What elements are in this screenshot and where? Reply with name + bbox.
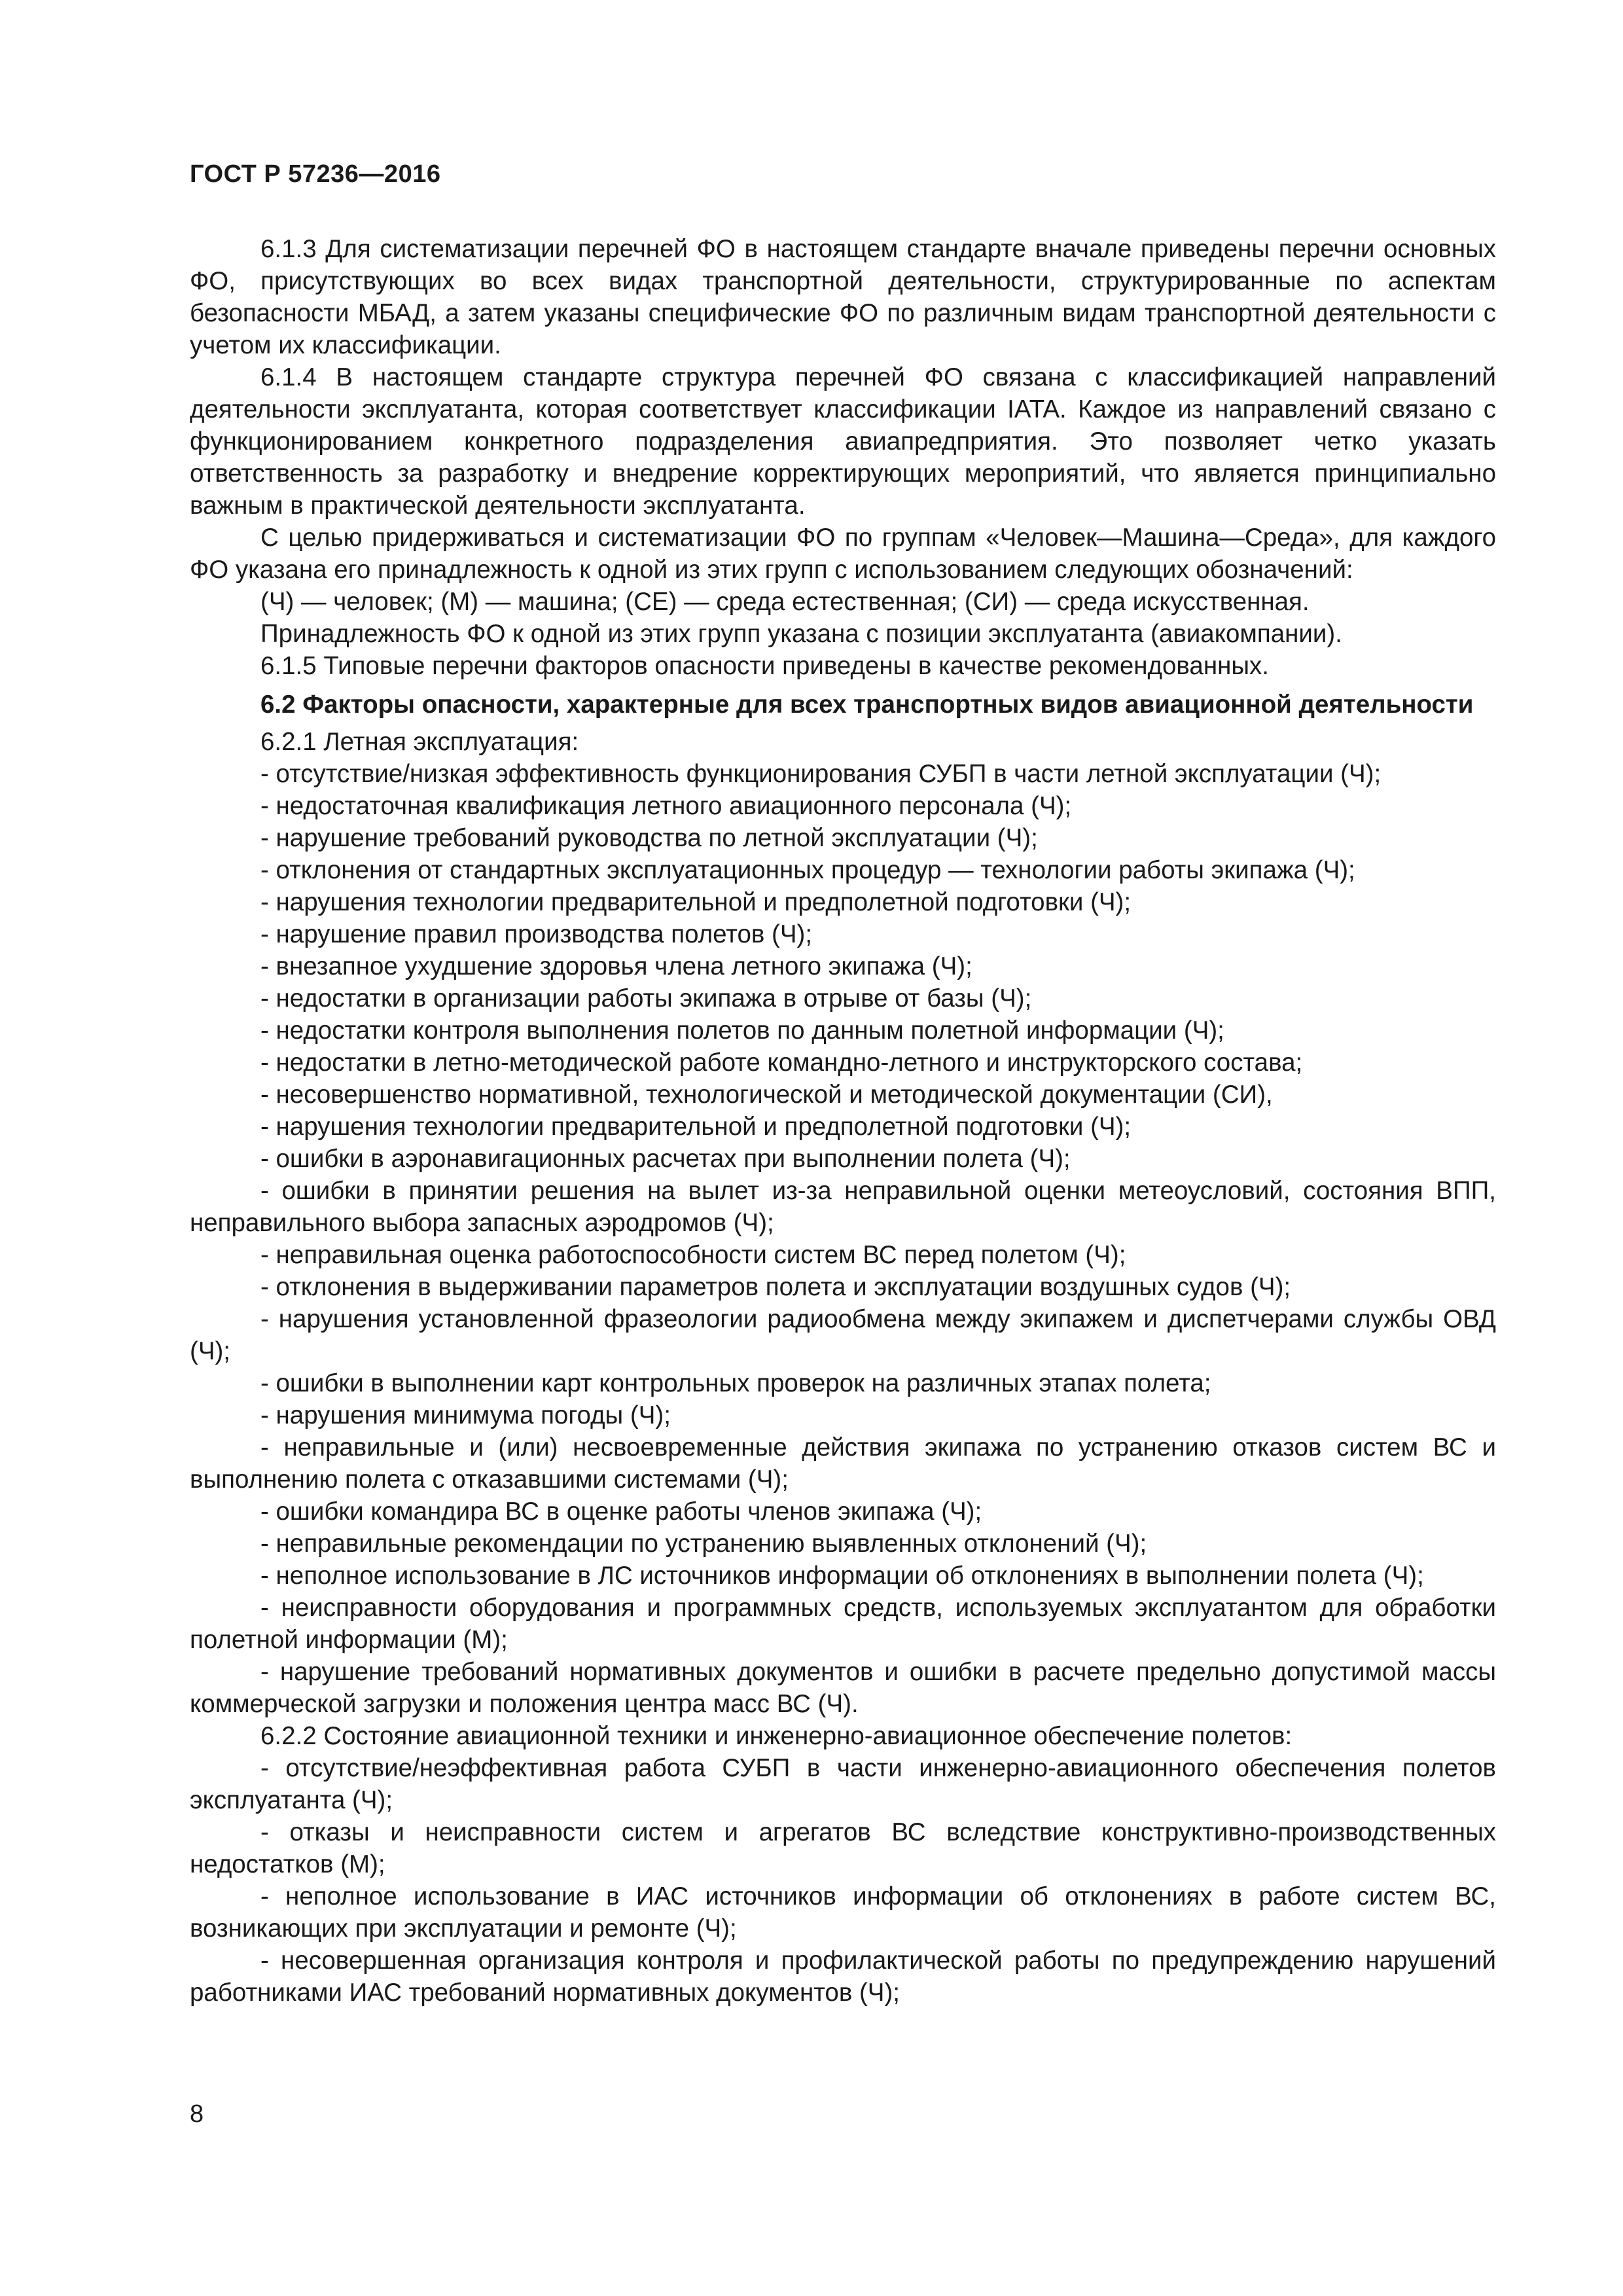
list-item: - нарушения технологии предварительной и предполетной подготовки (Ч); xyxy=(260,1113,1132,1141)
list-item: - недостатки контроля выполнения полетов по данным полетной информации (Ч); xyxy=(260,1016,1224,1045)
list-item: - неправильная оценка работоспособности систем ВС перед полетом (Ч); xyxy=(260,1241,1126,1269)
page-number: 8 xyxy=(190,2100,204,2128)
list-item: - нарушения минимума погоды (Ч); xyxy=(260,1401,671,1429)
paragraph-designations: (Ч) — человек; (М) — машина; (СЕ) — среда естественная; (СИ) — среда искусственная. xyxy=(260,588,1310,616)
list-item: - отклонения от стандартных эксплуатационных процедур — технологии работы экипажа (Ч); xyxy=(260,856,1355,884)
list-item: - неправильные рекомендации по устранению выявленных отклонений (Ч); xyxy=(260,1530,1147,1558)
list-item: - отсутствие/низкая эффективность функционирования СУБП в части летной эксплуатации (Ч); xyxy=(260,760,1382,788)
list-item: - отсутствие/неэффективная работа СУБП в части инженерно-авиационного обеспечения полетов эксплуатанта (Ч); xyxy=(190,1754,1496,1814)
list-item: - нарушение правил производства полетов (Ч); xyxy=(260,920,813,948)
list-item: - отклонения в выдерживании параметров полета и эксплуатации воздушных судов (Ч); xyxy=(260,1273,1291,1301)
paragraph-affiliation: Принадлежность ФО к одной из этих групп указана с позиции эксплуатанта (авиакомпании). xyxy=(260,620,1342,648)
document-body xyxy=(190,233,1496,2009)
list-item: - неполное использование в ЛС источников информации об отклонениях в выполнении полета (Ч); xyxy=(260,1562,1424,1590)
subsection-title-6-2-1: 6.2.1 Летная эксплуатация: xyxy=(260,728,579,756)
paragraph-6-1-4: 6.1.4 В настоящем стандарте структура перечней ФО связана с классификацией направлений деятельности эксплуатанта, которая соответствует классификации IATA. Каждое из направлений связано с функционированием конкретного подразделения авиапредприятия. Это позволяет четко указать ответственность за разработку и внедрение корректирующих мероприятий, что является принципиально важным в практической деятельности эксплуатанта. xyxy=(190,363,1496,520)
list-item: - нарушение требований нормативных документов и ошибки в расчете предельно допустимой массы коммерческой загрузки и положения центра масс ВС (Ч). xyxy=(190,1658,1496,1718)
section-heading-6-2: 6.2 Факторы опасности, характерные для всех транспортных видов авиационной деятельности xyxy=(260,691,1474,719)
list-item: - несовершенная организация контроля и профилактической работы по предупреждению нарушений работниками ИАС требований нормативных документов (Ч); xyxy=(190,1946,1496,2007)
paragraph-6-1-5: 6.1.5 Типовые перечни факторов опасности приведены в качестве рекомендованных. xyxy=(260,652,1269,680)
list-item: - отказы и неисправности систем и агрегатов ВС вследствие конструктивно-производственных недостатков (М); xyxy=(190,1818,1496,1878)
list-item: - ошибки в аэронавигационных расчетах при выполнении полета (Ч); xyxy=(260,1145,1071,1173)
hazard-list-6-2-1 xyxy=(190,758,1496,1720)
list-item: - ошибки командира ВС в оценке работы членов экипажа (Ч); xyxy=(260,1498,982,1526)
list-item: - внезапное ухудшение здоровья члена летного экипажа (Ч); xyxy=(260,952,972,980)
list-item: - недостаточная квалификация летного авиационного персонала (Ч); xyxy=(260,792,1072,820)
paragraph-grouping: С целью придерживаться и систематизации ФО по группам «Человек—Машина—Среда», для каждого ФО указана его принадлежность к одной из этих групп с использованием следующих обозначений: xyxy=(190,524,1496,584)
list-item: - недостатки в летно-методической работе командно-летного и инструкторского состава; xyxy=(260,1049,1303,1077)
list-item: - неисправности оборудования и программных средств, используемых эксплуатантом для обработки полетной информации (М); xyxy=(190,1594,1496,1654)
list-item: - нарушения технологии предварительной и предполетной подготовки (Ч); xyxy=(260,888,1132,916)
document-header: ГОСТ Р 57236—2016 xyxy=(190,160,441,188)
list-item: - неполное использование в ИАС источников информации об отклонениях в работе систем ВС, возникающих при эксплуатации и ремонте (Ч); xyxy=(190,1882,1496,1943)
list-item: - ошибки в выполнении карт контрольных проверок на различных этапах полета; xyxy=(260,1369,1211,1397)
list-item: - нарушения установленной фразеологии радиообмена между экипажем и диспетчерами службы ОВД (Ч); xyxy=(190,1305,1496,1365)
subsection-title-6-2-2: 6.2.2 Состояние авиационной техники и инженерно-авиационное обеспечение полетов: xyxy=(260,1722,1293,1750)
paragraph-6-1-3: 6.1.3 Для систематизации перечней ФО в настоящем стандарте вначале приведены перечни основных ФО, присутствующих во всех видах транспортной деятельности, структурированные по аспектам безопасности МБАД, а затем указаны специфические ФО по различным видам транспортной деятельности с учетом их классификации. xyxy=(190,235,1496,359)
list-item: - неправильные и (или) несвоевременные действия экипажа по устранению отказов систем ВС и выполнению полета с отказавшими системами (Ч); xyxy=(190,1433,1496,1494)
list-item: - недостатки в организации работы экипажа в отрыве от базы (Ч); xyxy=(260,984,1032,1013)
list-item: - нарушение требований руководства по летной эксплуатации (Ч); xyxy=(260,824,1038,852)
hazard-list-6-2-2 xyxy=(190,1752,1496,2009)
list-item: - ошибки в принятии решения на вылет из-за неправильной оценки метеоусловий, состояния ВПП, неправильного выбора запасных аэродромов (Ч); xyxy=(190,1177,1496,1237)
list-item: - несовершенство нормативной, технологической и методической документации (СИ), xyxy=(260,1081,1273,1109)
